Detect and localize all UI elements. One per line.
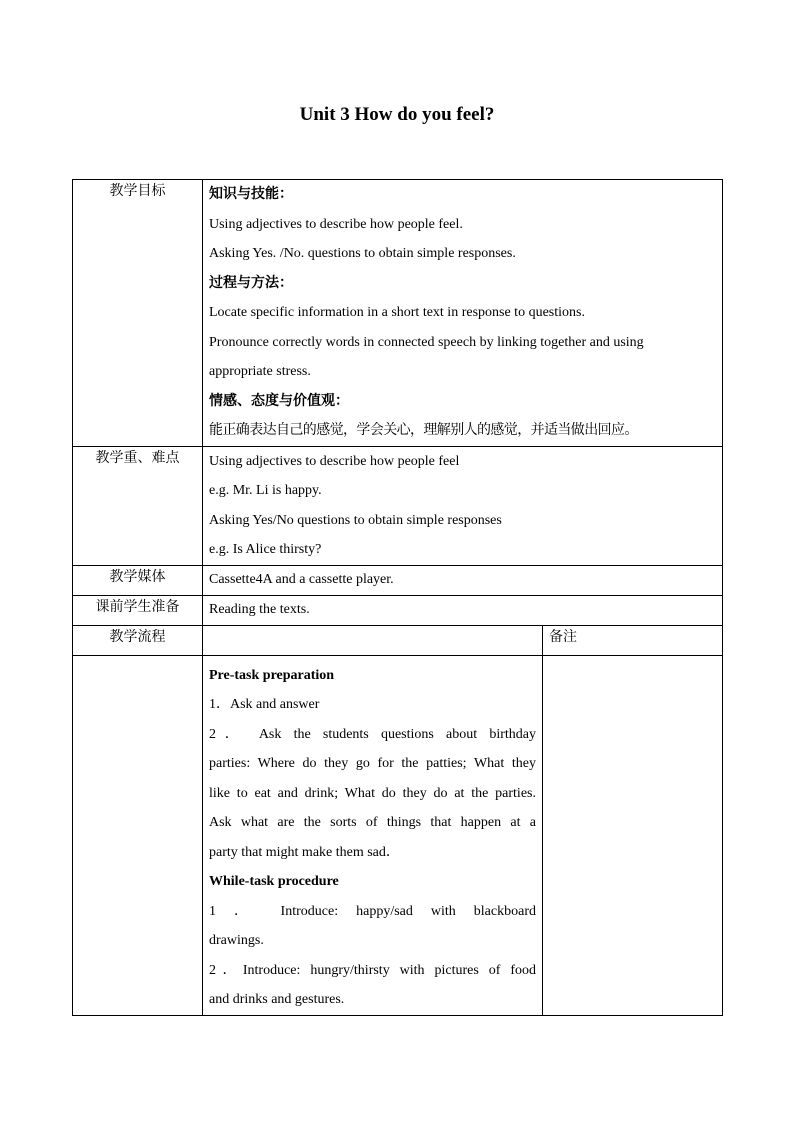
- key-point-line: Using adjectives to describe how people feel: [209, 453, 460, 469]
- pre-task-line: parties: Where do they go for the patties; What they: [209, 756, 536, 771]
- page-title: Unit 3 How do you feel?: [299, 104, 495, 125]
- pre-task-line: Ask what are the sorts of things that happen at a: [209, 815, 536, 830]
- while-task-line: drawings.: [209, 933, 264, 948]
- objectives-label: 教学目标: [73, 180, 203, 447]
- process-heading: 过程与方法：: [209, 274, 293, 291]
- pre-task-line: party that might make them sad．: [209, 844, 400, 860]
- process-line: Locate specific information in a short text in response to questions.: [209, 305, 585, 320]
- key-points-row: [73, 446, 723, 565]
- knowledge-line: Using adjectives to describe how people feel.: [209, 216, 463, 232]
- attitude-line: 能正确表达自己的感觉，学会关心，理解别人的感觉，并适当做出回应。: [209, 422, 638, 438]
- preparation-label: 课前学生准备: [73, 595, 203, 625]
- key-point-line: e.g. Mr. Li is happy.: [209, 483, 322, 498]
- process-blank-cell: [73, 655, 203, 1015]
- media-value: Cassette4A and a cassette player.: [203, 565, 723, 595]
- while-task-line: 1 ． Introduce: happy/sad with blackboard: [209, 903, 536, 919]
- media-label: 教学媒体: [73, 565, 203, 595]
- while-task-heading: While-task procedure: [209, 874, 339, 889]
- process-header-row: [73, 625, 723, 655]
- lesson-plan-table: [72, 179, 723, 1016]
- while-task-line: and drinks and gestures.: [209, 992, 345, 1007]
- knowledge-line: Asking Yes. /No. questions to obtain simple responses.: [209, 246, 516, 261]
- process-line: appropriate stress.: [209, 364, 311, 379]
- while-task-line: 2．Introduce: hungry/thirsty with pictures of food: [209, 962, 536, 978]
- key-point-line: e.g. Is Alice thirsty?: [209, 542, 322, 557]
- pre-task-line: 1．Ask and answer: [209, 697, 320, 712]
- objectives-row: [73, 180, 723, 447]
- process-line: Pronounce correctly words in connected speech by linking together and using: [209, 334, 644, 350]
- key-point-line: Asking Yes/No questions to obtain simple responses: [209, 512, 502, 528]
- key-points-label: 教学重、难点: [73, 446, 203, 565]
- preparation-row: [73, 595, 723, 625]
- notes-label: 备注: [543, 625, 723, 655]
- process-label: 教学流程: [73, 625, 203, 655]
- process-header-blank: [203, 625, 543, 655]
- pre-task-line: like to eat and drink; What do they do at the parties.: [209, 785, 536, 801]
- key-points-content: [203, 446, 723, 565]
- attitude-heading: 情感、态度与价值观：: [209, 392, 349, 409]
- preparation-value: Reading the texts.: [203, 595, 723, 625]
- pre-task-heading: Pre-task preparation: [209, 667, 335, 683]
- objectives-content: [203, 180, 723, 447]
- notes-content: [543, 655, 723, 1015]
- knowledge-heading: 知识与技能：: [209, 186, 293, 202]
- process-content-row: [73, 655, 723, 1015]
- process-content: [203, 655, 543, 1015]
- media-row: [73, 565, 723, 595]
- pre-task-line: 2． Ask the students questions about birthday: [209, 726, 536, 742]
